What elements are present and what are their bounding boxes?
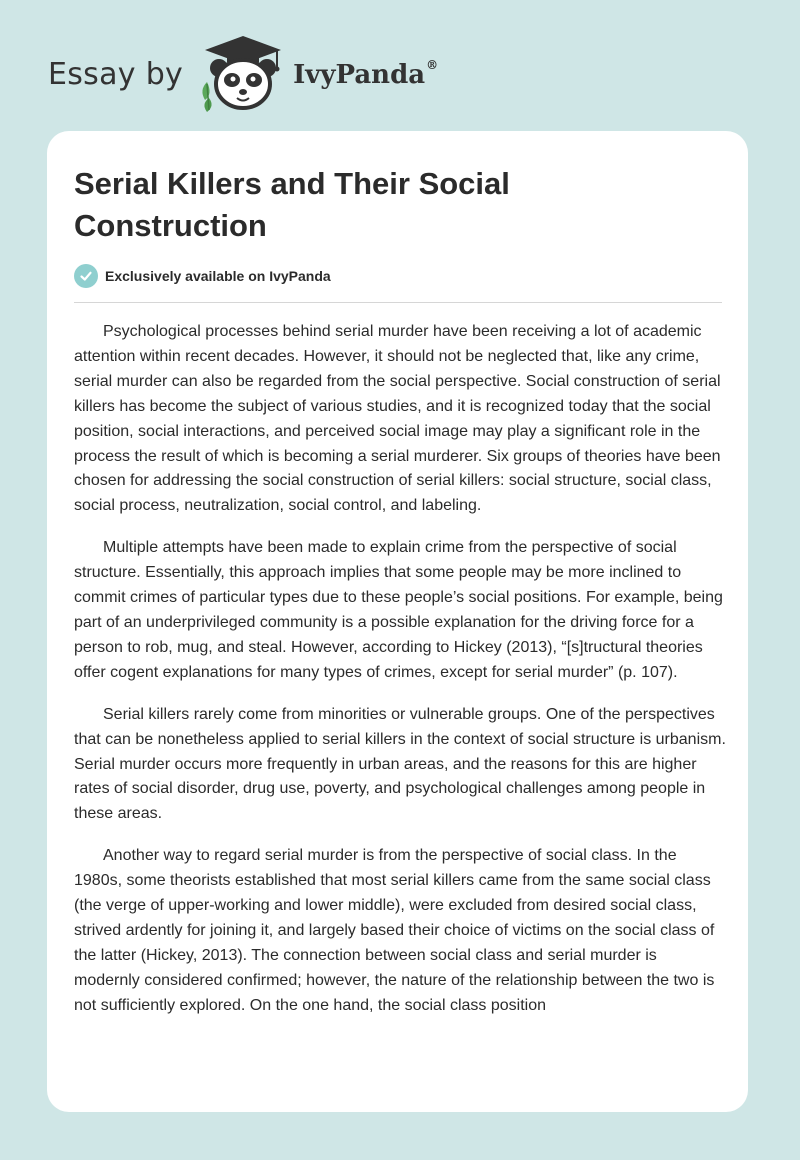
- paragraph: Multiple attempts have been made to explain crime from the perspective of social structure. Essentially, this approach implies that some people may be more inclined to commit crimes of particular types due to these people’s social positions. For example, being part of an underprivileged community is a possible explanation for the driving force for a person to rob, mug, and steal. However, according to Hickey (2013), “[s]tructural theories offer cogent explanations for many types of crimes, except for serial murder” (p. 107).: [74, 539, 723, 681]
- brand-header: [48, 34, 438, 114]
- registered-mark: ®: [426, 58, 439, 72]
- paragraph: Serial killers rarely come from minorities or vulnerable groups. One of the perspectives that can be nonetheless applied to serial killers in the context of social structure is urbanism. Serial murder occurs more frequently in urban areas, and the reasons for this are higher rates of social disorder, drug use, poverty, and psychological challenges among people in these areas.: [74, 705, 726, 823]
- page-title: Serial Killers and Their Social Construction: [74, 166, 510, 243]
- paragraph: Another way to regard serial murder is from the perspective of social class. In the 1980s, some theorists established that most serial killers came from the same social class (the verge of upper-working and lower middle), were excluded from desired social class, strived ardently for joining it, and largely based their choice of victims on the social class of the latter (Hickey, 2013). The connection between social class and serial murder is modernly considered confirmed; however, the nature of the relationship between the two is not sufficiently explored. On the one hand, the social class position: [74, 847, 715, 1014]
- brand-prefix: Essay by: [48, 56, 184, 92]
- check-icon: [74, 264, 98, 288]
- essay-body: [74, 320, 726, 1036]
- essay-card: [47, 131, 748, 1112]
- divider: [74, 302, 722, 303]
- ivypanda-logo-icon: [197, 34, 289, 114]
- paragraph: Psychological processes behind serial murder have been receiving a lot of academic attention within recent decades. However, it should not be neglected that, like any crime, serial murder can also be regarded from the social perspective. Social construction of serial killers has become the subject of various studies, and it is recognized today that the social position, social interactions, and perceived social image may play a significant role in the process the result of which is becoming a serial murderer. Six groups of theories have been chosen for addressing the social construction of serial killers: social structure, social class, social process, neutralization, social control, and labeling.: [74, 323, 721, 515]
- exclusive-badge: [74, 264, 331, 288]
- exclusive-label: Exclusively available on IvyPanda: [105, 268, 331, 284]
- brand-name: [293, 58, 438, 90]
- brand-name-text: IvyPanda: [293, 60, 426, 90]
